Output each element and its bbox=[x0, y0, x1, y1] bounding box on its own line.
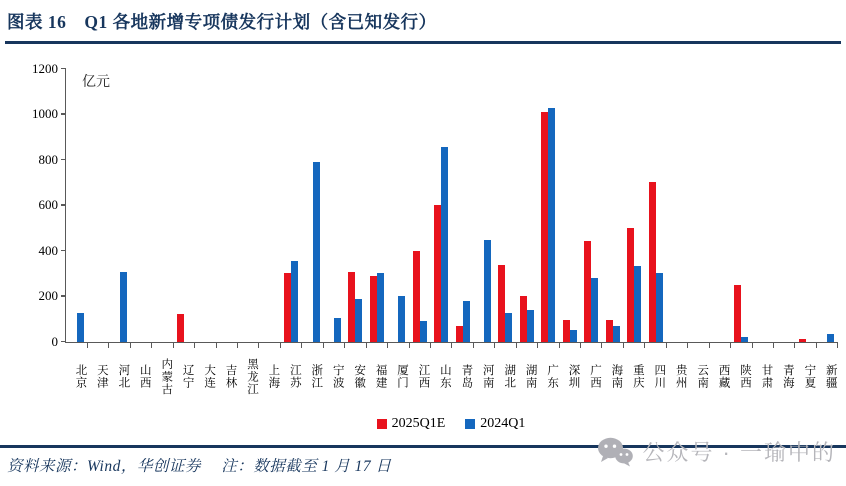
category-福建 bbox=[366, 69, 387, 342]
x-axis-label-深圳: 深圳 bbox=[567, 364, 580, 389]
x-axis-label-宁波: 宁波 bbox=[331, 364, 344, 389]
category-广西 bbox=[581, 69, 602, 342]
category-上海 bbox=[259, 69, 280, 342]
x-axis-label-江西: 江西 bbox=[417, 364, 430, 389]
x-axis-tick bbox=[537, 343, 538, 348]
x-axis-tick bbox=[301, 343, 302, 348]
legend bbox=[65, 416, 837, 432]
bar-2024q1-湖北 bbox=[505, 313, 512, 341]
bar-2025q1e-湖南 bbox=[520, 296, 527, 342]
x-axis-label-陕西: 陕西 bbox=[739, 364, 751, 389]
x-axis-tick bbox=[601, 343, 602, 348]
legend-swatch-red bbox=[377, 419, 387, 429]
y-axis-tick-label: 600 bbox=[38, 197, 58, 212]
x-axis-label-贵州: 贵州 bbox=[674, 364, 687, 389]
source-note: 资料来源：Wind，华创证券 注：数据截至 1 月 17 日 bbox=[7, 458, 392, 475]
bar-2024q1-重庆 bbox=[634, 266, 641, 341]
y-axis-tick-label: 1200 bbox=[32, 60, 58, 76]
bar-2024q1-陕西 bbox=[741, 337, 748, 342]
watermark-label: 公众号 · 一瑜中的 bbox=[642, 440, 836, 465]
x-axis-tick bbox=[837, 343, 838, 348]
x-axis-label-上海: 上海 bbox=[267, 364, 280, 389]
bar-2025q1e-福建 bbox=[370, 276, 377, 342]
x-axis-tick bbox=[87, 343, 88, 348]
x-axis-label-安徽: 安徽 bbox=[353, 364, 366, 389]
category-重庆 bbox=[623, 69, 644, 342]
category-吉林 bbox=[216, 69, 237, 342]
bar-2024q1-江苏 bbox=[291, 261, 298, 342]
x-axis-tick bbox=[216, 343, 217, 348]
x-axis-tick bbox=[151, 343, 152, 348]
x-axis-label-新疆: 新疆 bbox=[824, 364, 837, 389]
x-axis-label-辽宁: 辽宁 bbox=[181, 364, 194, 389]
x-axis-label-浙江: 浙江 bbox=[310, 364, 323, 389]
category-甘肃 bbox=[752, 69, 773, 342]
x-axis-label-甘肃: 甘肃 bbox=[760, 364, 773, 389]
bar-2024q1-新疆 bbox=[827, 334, 834, 342]
bar-2024q1-厦门 bbox=[398, 296, 405, 342]
bar-2024q1-福建 bbox=[377, 273, 384, 341]
x-axis-tick bbox=[387, 343, 388, 348]
x-axis-tick bbox=[644, 343, 645, 348]
category-湖南 bbox=[516, 69, 537, 342]
x-axis-tick bbox=[773, 343, 774, 348]
bar-2025q1e-陕西 bbox=[734, 285, 741, 342]
x-axis-tick bbox=[344, 343, 345, 348]
x-axis-label-内蒙古: 内蒙古 bbox=[160, 357, 173, 396]
x-axis-tick bbox=[794, 343, 795, 348]
category-天津 bbox=[87, 69, 108, 342]
x-axis-label-湖南: 湖南 bbox=[524, 364, 537, 389]
category-江西 bbox=[409, 69, 430, 342]
x-axis-label-云南: 云南 bbox=[696, 364, 709, 389]
category-大连 bbox=[195, 69, 216, 342]
bar-2025q1e-深圳 bbox=[563, 320, 570, 342]
x-axis-label-河南: 河南 bbox=[481, 364, 494, 389]
y-axis-tick-label: 1000 bbox=[32, 106, 58, 121]
legend-label: 2025Q1E bbox=[391, 415, 446, 431]
category-宁夏 bbox=[795, 69, 816, 342]
bar-2024q1-海南 bbox=[613, 326, 620, 342]
category-厦门 bbox=[388, 69, 409, 342]
x-axis-tick bbox=[559, 343, 560, 348]
x-axis-tick bbox=[816, 343, 817, 348]
category-浙江 bbox=[302, 69, 323, 342]
x-axis-label-江苏: 江苏 bbox=[288, 364, 301, 389]
bar-2024q1-广西 bbox=[591, 278, 598, 342]
x-axis-tick bbox=[666, 343, 667, 348]
x-axis-label-海南: 海南 bbox=[610, 364, 623, 389]
x-axis-label-河北: 河北 bbox=[117, 364, 130, 389]
bar-2024q1-宁波 bbox=[334, 318, 341, 342]
category-四川 bbox=[645, 69, 666, 342]
y-axis-unit-label: 亿元 bbox=[82, 72, 110, 89]
x-axis-label-四川: 四川 bbox=[653, 364, 666, 389]
bar-2025q1e-山东 bbox=[434, 205, 441, 342]
y-axis-tick-label: 400 bbox=[38, 242, 58, 258]
bar-2024q1-山东 bbox=[441, 147, 448, 342]
category-宁波 bbox=[323, 69, 344, 342]
x-axis-tick bbox=[258, 343, 259, 348]
y-axis-tick-label: 0 bbox=[51, 333, 58, 349]
x-axis-label-北京: 北京 bbox=[74, 364, 87, 389]
legend-label: 2024Q1 bbox=[480, 415, 526, 431]
legend-item-2024q1 bbox=[465, 416, 525, 432]
bar-2025q1e-宁夏 bbox=[799, 339, 806, 341]
x-axis-label-黑龙江: 黑龙江 bbox=[245, 357, 258, 396]
x-axis-tick bbox=[494, 343, 495, 348]
category-安徽 bbox=[345, 69, 366, 342]
x-axis-label-宁夏: 宁夏 bbox=[803, 364, 816, 389]
bar-2025q1e-辽宁 bbox=[177, 314, 184, 341]
bar-2024q1-浙江 bbox=[313, 162, 320, 342]
y-axis-tick-label: 800 bbox=[38, 151, 58, 167]
x-axis-tick bbox=[366, 343, 367, 348]
x-axis-label-大连: 大连 bbox=[203, 364, 216, 389]
bar-2024q1-安徽 bbox=[355, 299, 362, 341]
bar-2024q1-青岛 bbox=[463, 301, 470, 342]
x-axis-tick bbox=[473, 343, 474, 348]
x-axis-label-重庆: 重庆 bbox=[631, 364, 644, 389]
x-axis-labels bbox=[65, 343, 837, 406]
x-axis-label-吉林: 吉林 bbox=[224, 364, 237, 389]
x-axis-tick bbox=[323, 343, 324, 348]
x-axis-tick bbox=[451, 343, 452, 348]
x-axis-label-山东: 山东 bbox=[438, 364, 451, 389]
x-axis-tick bbox=[430, 343, 431, 348]
category-西藏 bbox=[709, 69, 730, 342]
x-axis-label-青岛: 青岛 bbox=[460, 364, 473, 389]
bar-2025q1e-重庆 bbox=[627, 228, 634, 342]
category-新疆 bbox=[816, 69, 837, 342]
bar-2024q1-河南 bbox=[484, 240, 491, 341]
bar-2025q1e-广东 bbox=[541, 112, 548, 342]
x-axis-tick bbox=[516, 343, 517, 348]
x-axis-tick bbox=[730, 343, 731, 348]
bar-2024q1-四川 bbox=[656, 273, 663, 341]
x-axis-tick bbox=[280, 343, 281, 348]
bar-2024q1-北京 bbox=[77, 313, 84, 341]
category-内蒙古 bbox=[152, 69, 173, 342]
category-山西 bbox=[130, 69, 151, 342]
bar-2024q1-江西 bbox=[420, 321, 427, 341]
figure-title: 图表 16 Q1 各地新增专项债发行计划（含已知发行） bbox=[7, 12, 437, 32]
x-axis-label-广东: 广东 bbox=[546, 364, 559, 389]
category-北京 bbox=[66, 69, 87, 342]
bar-2025q1e-江西 bbox=[413, 251, 420, 342]
bar-2024q1-河北 bbox=[120, 272, 127, 341]
x-axis-tick bbox=[130, 343, 131, 348]
bar-chart bbox=[0, 60, 846, 432]
x-axis-tick bbox=[409, 343, 410, 348]
y-axis-tick-label: 200 bbox=[38, 288, 58, 303]
bar-2025q1e-海南 bbox=[606, 320, 613, 342]
category-山东 bbox=[430, 69, 451, 342]
category-辽宁 bbox=[173, 69, 194, 342]
x-axis-tick bbox=[237, 343, 238, 348]
bar-2025q1e-安徽 bbox=[348, 272, 355, 341]
bar-2024q1-湖南 bbox=[527, 310, 534, 342]
x-axis-tick bbox=[752, 343, 753, 348]
x-axis-tick bbox=[623, 343, 624, 348]
category-河南 bbox=[473, 69, 494, 342]
bar-2024q1-深圳 bbox=[570, 330, 577, 341]
bar-2025q1e-广西 bbox=[584, 241, 591, 341]
category-云南 bbox=[688, 69, 709, 342]
x-axis-label-西藏: 西藏 bbox=[717, 364, 730, 389]
title-divider bbox=[5, 41, 841, 44]
x-axis-tick bbox=[108, 343, 109, 348]
x-axis-label-青海: 青海 bbox=[781, 364, 794, 389]
bar-2025q1e-青岛 bbox=[456, 326, 463, 342]
x-axis-label-福建: 福建 bbox=[374, 364, 387, 389]
wechat-icon bbox=[597, 437, 633, 467]
x-axis-tick bbox=[580, 343, 581, 348]
x-axis-tick bbox=[709, 343, 710, 348]
category-青海 bbox=[773, 69, 794, 342]
x-axis-tick bbox=[194, 343, 195, 348]
category-湖北 bbox=[495, 69, 516, 342]
x-axis-tick bbox=[687, 343, 688, 348]
category-广东 bbox=[538, 69, 559, 342]
bar-2025q1e-江苏 bbox=[284, 273, 291, 341]
x-axis-label-厦门: 厦门 bbox=[396, 364, 408, 389]
x-axis-label-广西: 广西 bbox=[588, 364, 601, 389]
legend-swatch-blue bbox=[465, 419, 475, 429]
plot-area bbox=[32, 60, 838, 349]
category-海南 bbox=[602, 69, 623, 342]
bar-2025q1e-湖北 bbox=[498, 265, 505, 341]
category-陕西 bbox=[731, 69, 752, 342]
category-贵州 bbox=[666, 69, 687, 342]
category-深圳 bbox=[559, 69, 580, 342]
x-axis-label-山西: 山西 bbox=[138, 364, 151, 389]
x-axis-label-天津: 天津 bbox=[95, 364, 108, 389]
bar-2025q1e-四川 bbox=[649, 182, 656, 341]
category-黑龙江 bbox=[238, 69, 259, 342]
category-河北 bbox=[109, 69, 130, 342]
x-axis-label-湖北: 湖北 bbox=[503, 364, 516, 389]
category-青岛 bbox=[452, 69, 473, 342]
watermark bbox=[597, 436, 836, 467]
category-江苏 bbox=[280, 69, 301, 342]
x-axis-tick bbox=[173, 343, 174, 348]
legend-item-2025q1e bbox=[377, 416, 446, 432]
bar-2024q1-广东 bbox=[548, 108, 555, 341]
